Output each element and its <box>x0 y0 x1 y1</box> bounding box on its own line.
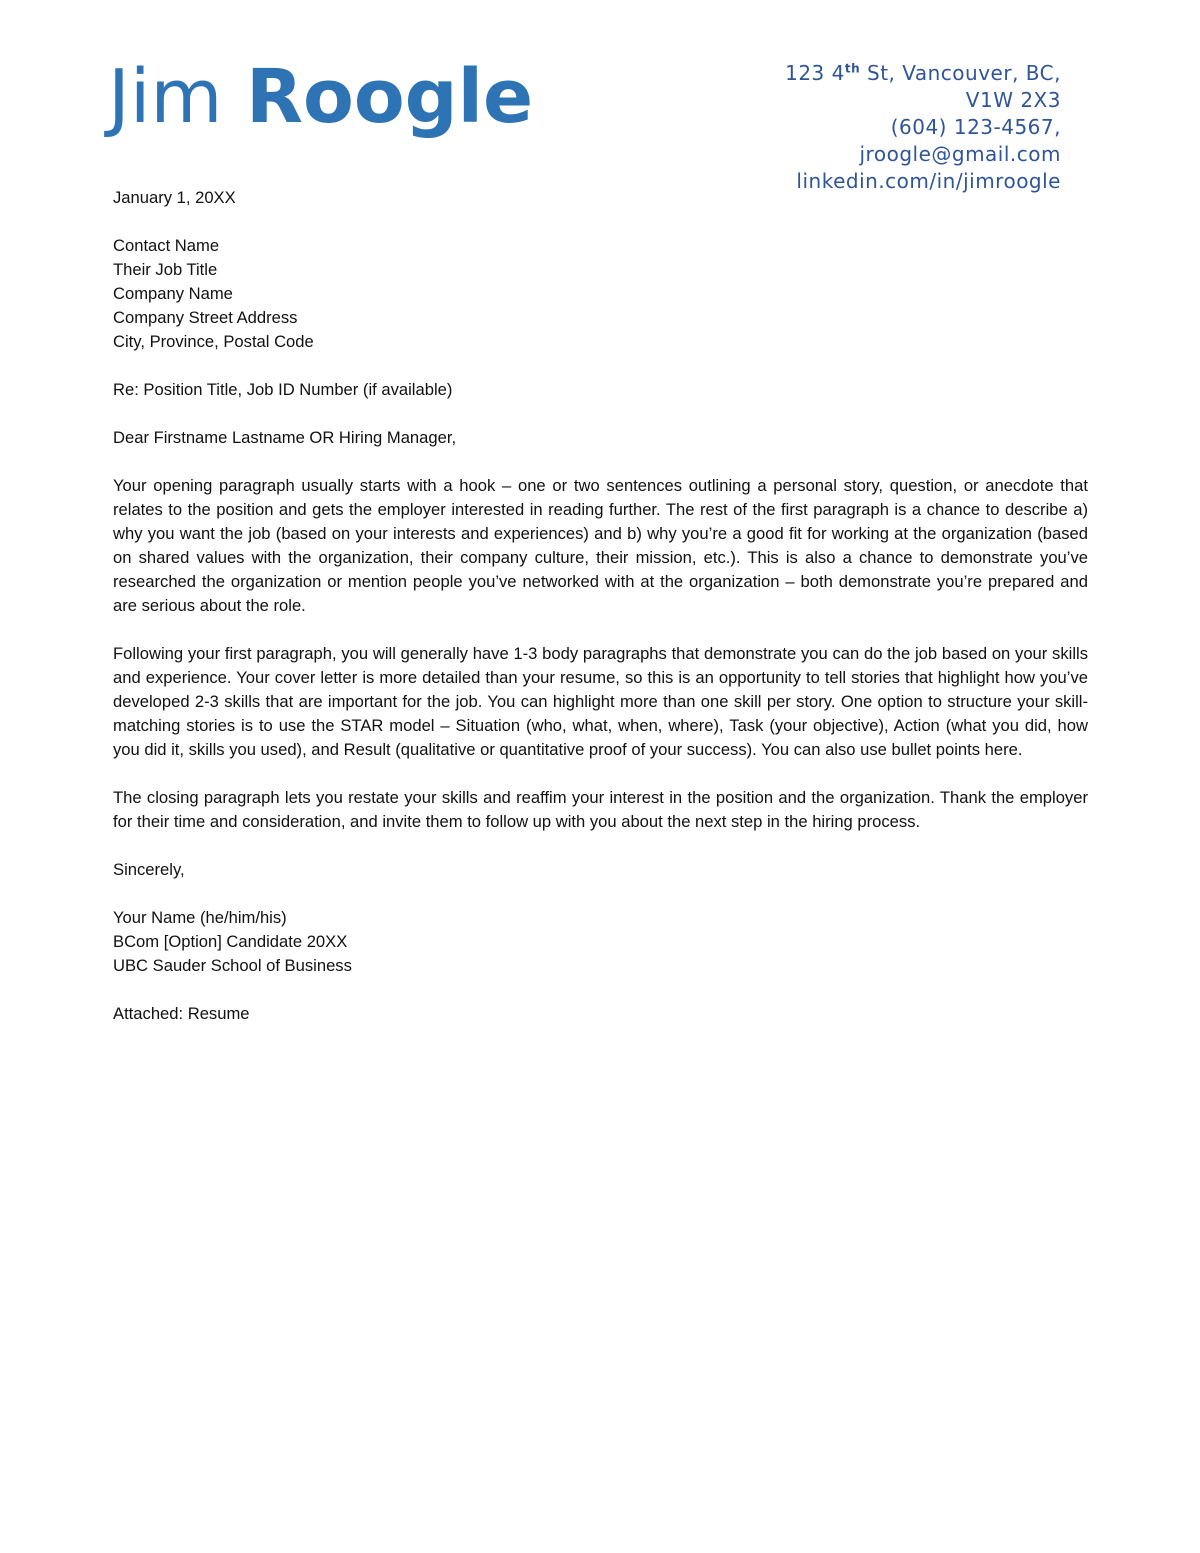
contact-block <box>641 60 1061 195</box>
opening-paragraph: Your opening paragraph usually starts with a hook – one or two sentences outlining a personal story, question, or anecdote that relates to the position and gets the employer interested in reading further. The rest of the first paragraph is a chance to describe a) why you want the job (based on your interests and experiences) and b) why you’re a good fit for working at the organization (based on shared values with the organization, their company culture, their mission, etc.). This is also a chance to demonstrate you’ve researched the organization or mention people you’ve networked with at the organization – both demonstrate you’re prepared and are serious about the role. <box>113 476 1088 615</box>
attachment-note: Attached: Resume <box>113 1004 250 1023</box>
email-address: jroogle@gmail.com <box>859 142 1061 166</box>
address-line-1: 123 4th St, Vancouver, BC, <box>785 61 1061 85</box>
recipient-street-address: Company Street Address <box>113 308 298 327</box>
recipient-job-title: Their Job Title <box>113 260 218 279</box>
recipient-city-province: City, Province, Postal Code <box>113 332 314 351</box>
recipient-block <box>113 234 1088 354</box>
salutation: Dear Firstname Lastname OR Hiring Manager, <box>113 428 457 447</box>
subject-line: Re: Position Title, Job ID Number (if available) <box>113 380 453 399</box>
letter-body <box>113 186 1088 1050</box>
address-line-2: V1W 2X3 <box>965 88 1061 112</box>
last-name: Roogle <box>246 54 534 140</box>
signature-school: UBC Sauder School of Business <box>113 956 352 975</box>
linkedin-url: linkedin.com/in/jimroogle <box>796 169 1061 193</box>
applicant-name <box>108 52 533 142</box>
signature-program: BCom [Option] Candidate 20XX <box>113 932 348 951</box>
signature-block <box>113 906 1088 978</box>
closing-line: Sincerely, <box>113 860 185 879</box>
body-paragraph: Following your first paragraph, you will generally have 1-3 body paragraphs that demonstrate you can do the job based on your skills and experience. Your cover letter is more detailed than your resume, so this is an opportunity to tell stories that highlight how you’ve developed 2-3 skills that are important for the job. You can highlight more than one skill per story. One option to structure your skill-matching stories is to use the STAR model – Situation (who, what, when, where), Task (your objective), Action (what you did, how you did it, skills you used), and Result (qualitative or quantitative proof of your success). You can also use bullet points here. <box>113 644 1088 759</box>
first-name: Jim <box>108 54 223 140</box>
recipient-company-name: Company Name <box>113 284 233 303</box>
letter-date: January 1, 20XX <box>113 188 236 207</box>
closing-paragraph: The closing paragraph lets you restate your skills and reaffim your interest in the position and the organization. Thank the employer for their time and consideration, and invite them to follow up with you about the next step in the hiring process. <box>113 788 1088 831</box>
recipient-contact-name: Contact Name <box>113 236 220 255</box>
phone-number: (604) 123-4567, <box>890 115 1061 139</box>
signature-name: Your Name (he/him/his) <box>113 908 287 927</box>
